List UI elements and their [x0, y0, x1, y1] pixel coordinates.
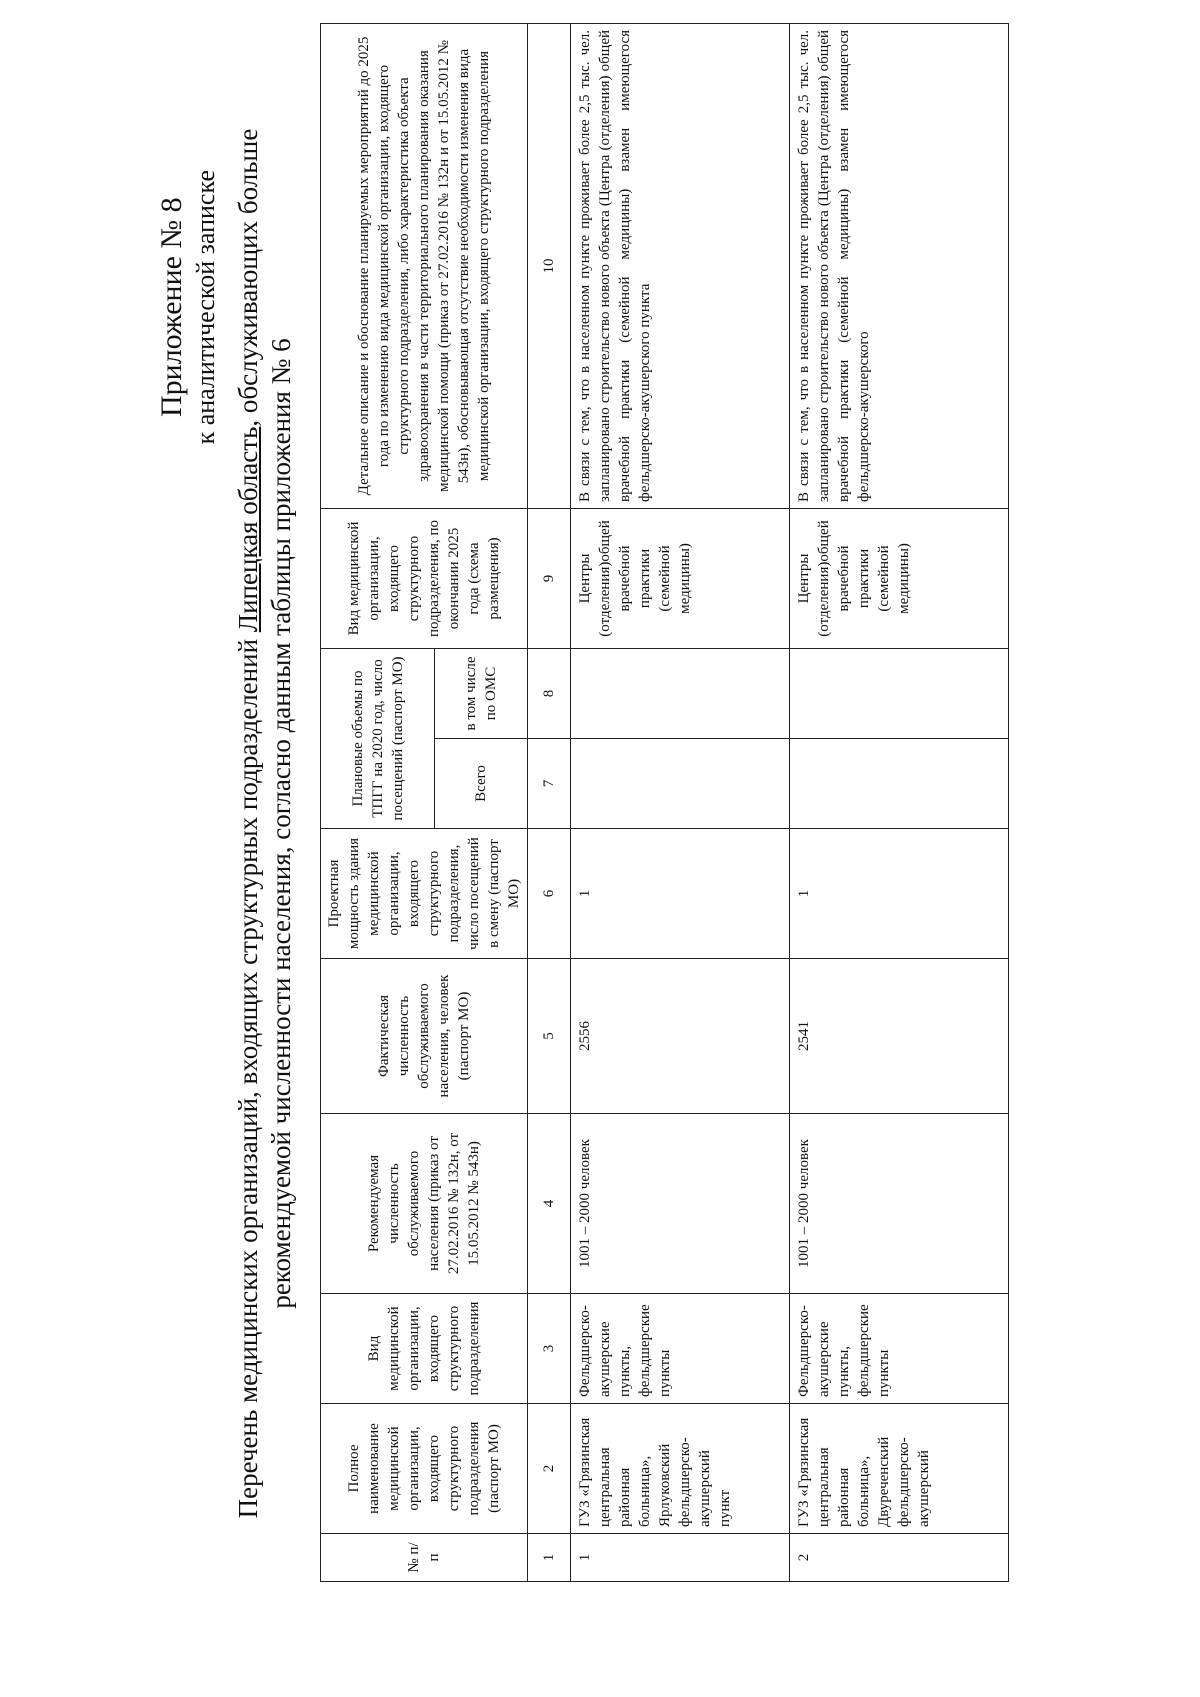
- organization-type-2025: Центры (отделения)общей врачебной практики (семейной медицины): [790, 508, 1009, 648]
- recommended-population: 1001 – 2000 человек: [790, 1114, 1009, 1294]
- header-recommended: Рекомендуемая численность обслуживаемого населения (приказ от 27.02.2016 № 132н, от 15.05.2012 № 543н): [321, 1114, 528, 1294]
- design-capacity: 1: [790, 829, 1009, 959]
- row-number: 2: [790, 1534, 1009, 1582]
- planned-total: [790, 739, 1009, 829]
- header-description: Детальное описание и обоснование планируемых мероприятий до 2025 года по изменению вида медицинской организации, входящего структурного подразделения, либо характеристика объекта здравоохранения в части территориального планирования оказания медицинской помощи (приказ от 27.02.2016 № 132н и от 15.05.2012 № 543н), обосновывающая отсутствие необходимости изменения вида медицинской организации, входящего структурного подразделения: [321, 23, 528, 508]
- table-row: [571, 23, 790, 1581]
- appendix-subtitle: к аналитической записке: [191, 170, 220, 445]
- recommended-population: 1001 – 2000 человек: [571, 1114, 790, 1294]
- column-number: 6: [528, 829, 571, 959]
- header-type: Вид медицинской организации, входящего структурного подразделения: [321, 1294, 528, 1404]
- organization-name: ГУЗ «Грязинская центральная районная больница», Ярлуковский фельдшерско-акушерский пункт: [571, 1404, 790, 1534]
- header-planned-volumes: Плановые объемы по ТПГГ на 2020 год, число посещений (паспорт МО): [321, 648, 435, 828]
- column-number: 3: [528, 1294, 571, 1404]
- design-capacity: 1: [571, 829, 790, 959]
- plan-description: В связи с тем, что в населенном пункте проживает более 2,5 тыс. чел. запланировано строительство нового объекта (Центра (отделения) общей врачебной практики (семейной медицины) взамен имеющегося фельдшерско-акушерского: [790, 23, 1009, 508]
- planned-total: [571, 739, 790, 829]
- header-total: Всего: [435, 739, 528, 829]
- organization-type: Фельдшерско-акушерские пункты, фельдшерские пункты: [571, 1294, 790, 1404]
- column-number: 10: [528, 23, 571, 508]
- actual-population: 2541: [790, 959, 1009, 1114]
- column-number: 9: [528, 508, 571, 648]
- header-full-name: Полное наименование медицинской организации, входящего структурного подразделения (паспорт МО): [321, 1404, 528, 1534]
- column-number-row: [528, 23, 571, 1581]
- organization-type: Фельдшерско-акушерские пункты, фельдшерские пункты: [790, 1294, 1009, 1404]
- appendix-number: Приложение № 8: [155, 197, 188, 418]
- header-type-2025: Вид медицинской организации, входящего структурного подразделения, по окончании 2025 года (схема размещения): [321, 508, 528, 648]
- column-number: 4: [528, 1114, 571, 1294]
- planned-oms: [790, 648, 1009, 738]
- organizations-table: [320, 23, 1009, 1582]
- column-number: 2: [528, 1404, 571, 1534]
- column-number: 1: [528, 1534, 571, 1582]
- table-row: [790, 23, 1009, 1581]
- table-header-row: [321, 23, 435, 1581]
- header-capacity: Проектная мощность здания медицинской организации, входящего структурного подразделения, число посещений в смену (паспорт МО): [321, 829, 528, 959]
- title-part2: , обслуживающих больше рекомендуемой численности населения, согласно данным таблицы приложения № 6: [233, 128, 296, 1309]
- header-number: № п/п: [321, 1534, 528, 1582]
- header-actual: Фактическая численность обслуживаемого населения, человек (паспорт МО): [321, 959, 528, 1114]
- column-number: 5: [528, 959, 571, 1114]
- planned-oms: [571, 648, 790, 738]
- plan-description: В связи с тем, что в населенном пункте проживает более 2,5 тыс. чел. запланировано строительство нового объекта (Центра (отделения) общей врачебной практики (семейной медицины) взамен имеющегося фельдшерско-акушерского пункта: [571, 23, 790, 508]
- actual-population: 2556: [571, 959, 790, 1114]
- appendix-heading: [155, 170, 223, 444]
- column-number: 8: [528, 648, 571, 738]
- header-oms: в том числе по ОМС: [435, 648, 528, 738]
- organization-name: ГУЗ «Грязинская центральная районная больница», Двуреченский фельдшерско-акушерский: [790, 1404, 1009, 1534]
- column-number: 7: [528, 739, 571, 829]
- title-part1: Перечень медицинских организаций, входящих структурных подразделений: [233, 632, 263, 1519]
- organization-type-2025: Центры (отделения)общей врачебной практики (семейной медицины): [571, 508, 790, 648]
- row-number: 1: [571, 1534, 790, 1582]
- title-region: Липецкая область: [233, 426, 263, 633]
- document-title: [232, 60, 298, 1587]
